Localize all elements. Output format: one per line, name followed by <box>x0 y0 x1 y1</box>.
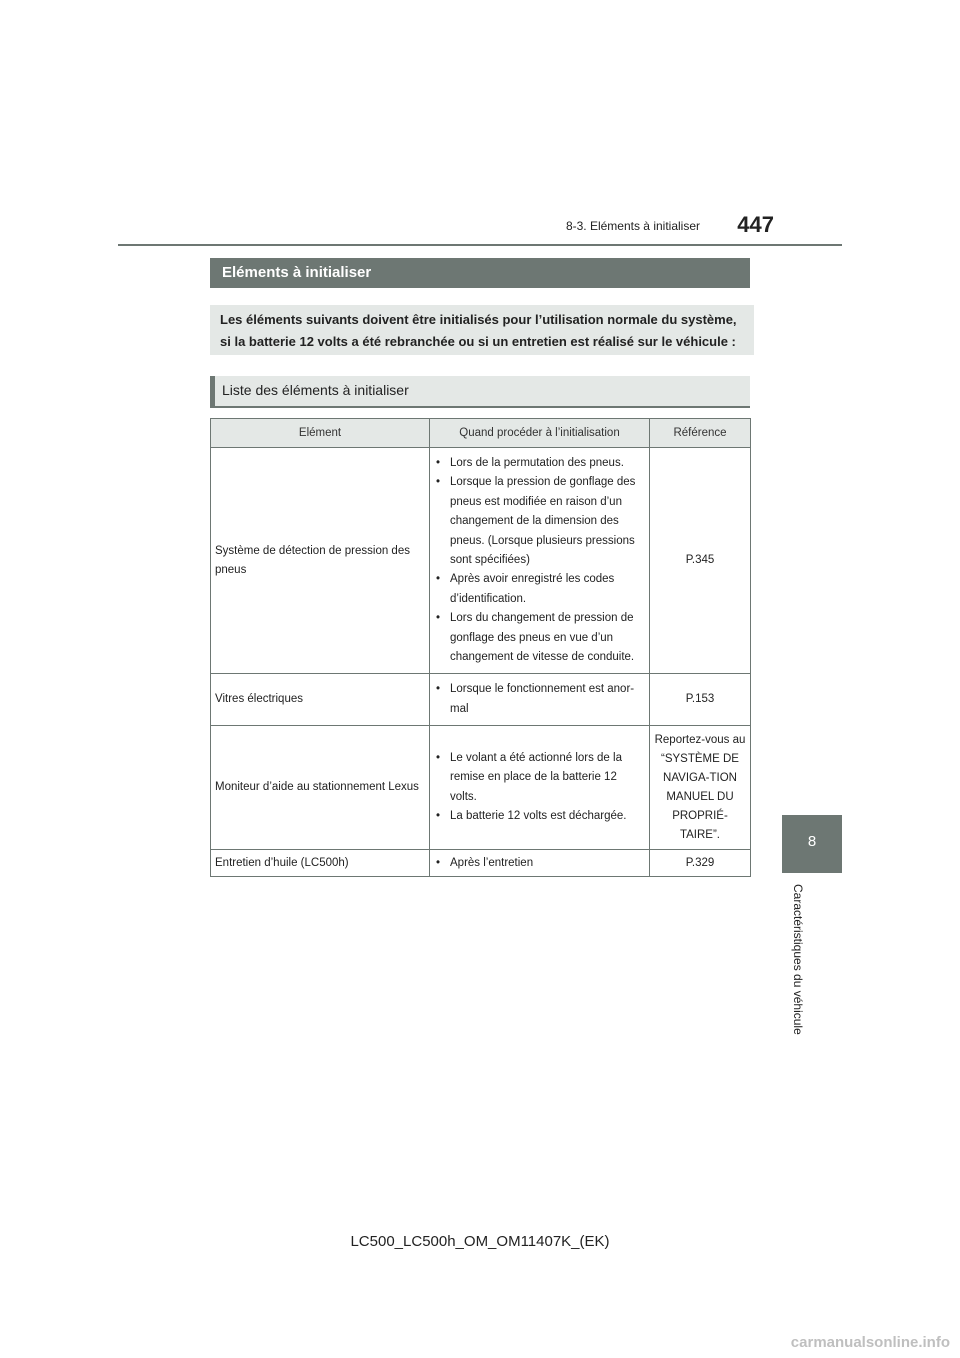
section-reference: 8-3. Eléments à initialiser <box>565 219 700 233</box>
row-reference: P.153 <box>650 674 751 726</box>
bullet-item: • Lorsque le fonctionnement est anor-mal <box>434 680 645 719</box>
table-header-row <box>211 419 751 448</box>
bullet-item: • Lors du changement de pression de gonflage des pneus en vue d’un changement de vitesse de conduite. <box>434 609 645 667</box>
initialization-table <box>210 418 751 877</box>
subsection-title-bar <box>210 376 750 408</box>
row-reference: P.329 <box>650 850 751 877</box>
intro-box <box>210 305 754 355</box>
document-code: LC500_LC500h_OM_OM11407K_(EK) <box>350 1233 610 1250</box>
bullet-item: • La batterie 12 volts est déchargée. <box>434 807 645 826</box>
row-element: Entretien d’huile (LC500h) <box>211 850 430 877</box>
subsection-title: Liste des éléments à initialiser <box>222 382 409 398</box>
chapter-tab <box>782 815 842 873</box>
row-when <box>430 726 650 850</box>
bullet-item: • Le volant a été actionné lors de la remise en place de la batterie 12 volts. <box>434 749 645 807</box>
watermark: carmanualsonline.info <box>790 1334 950 1351</box>
bullet-item: • Lors de la permutation des pneus. <box>434 454 645 473</box>
bullet-item: • Lorsque la pression de gonflage des pneus est modifiée en raison d’un changement de la dimension des pneus. (Lorsque plusieurs pressions sont spécifiées) <box>434 473 645 570</box>
row-reference: P.345 <box>650 448 751 674</box>
bullet-item: • Après avoir enregistré les codes d’identification. <box>434 570 645 609</box>
section-title-bar <box>210 258 750 288</box>
header-element: Elément <box>211 419 430 448</box>
chapter-title: Caractéristiques du véhicule <box>791 884 805 1035</box>
chapter-number: 8 <box>807 833 817 850</box>
row-reference: Reportez-vous au “SYSTÈME DE NAVIGA-TION MANUEL DU PROPRIÉ-TAIRE”. <box>650 726 751 850</box>
page-number: 447 <box>737 212 774 237</box>
table-row <box>211 448 751 674</box>
row-when <box>430 448 650 674</box>
table-row <box>211 674 751 726</box>
row-element: Moniteur d’aide au stationnement Lexus <box>211 726 430 850</box>
section-title: Eléments à initialiser <box>222 264 372 281</box>
intro-text: Les éléments suivants doivent être initialisés pour l’utilisation normale du système, si la batterie 12 volts a été rebranchée ou si un entretien est réalisé sur le véhicule : <box>220 312 737 349</box>
row-element: Système de détection de pression des pneus <box>211 448 430 674</box>
header-rule <box>118 244 842 246</box>
bullet-item: • Après l’entretien <box>434 854 645 873</box>
row-when <box>430 674 650 726</box>
table-row <box>211 726 751 850</box>
row-element: Vitres électriques <box>211 674 430 726</box>
table-row <box>211 850 751 877</box>
header-reference: Référence <box>650 419 751 448</box>
row-when <box>430 850 650 877</box>
header-when: Quand procéder à l’initialisation <box>430 419 650 448</box>
